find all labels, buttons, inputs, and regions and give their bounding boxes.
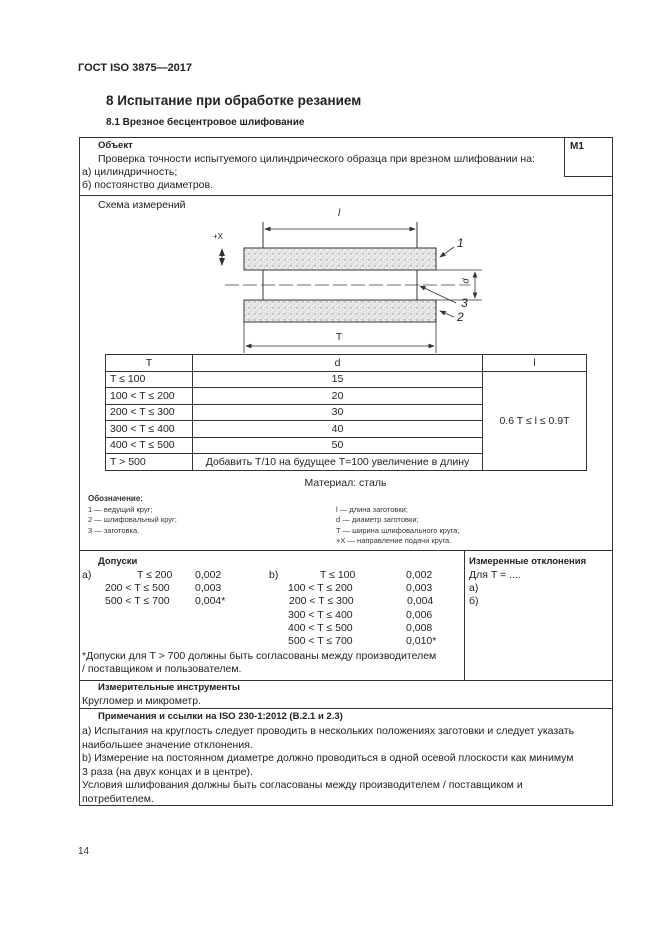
cell-d: 50 [193,437,483,454]
cell-T: 100 < T ≤ 200 [106,388,193,405]
legend-title: Обозначение: [88,494,143,503]
cell-d: 30 [193,404,483,421]
test-code: M1 [570,141,584,152]
label-feed-direction: +X [213,232,224,241]
cell-T: T > 500 [106,454,193,471]
tolerances-heading: Допуски [98,556,138,567]
tol-b-range: 500 < T ≤ 700 [288,635,353,647]
cell-T: T ≤ 100 [106,371,193,388]
tol-b-value: 0,006 [406,609,433,621]
divider-instruments [79,708,613,709]
legend-item: 1 — ведущий круг; [88,504,153,514]
tol-b-value: 0,004 [407,595,434,607]
measured-a: а) [469,582,479,594]
legend-item: d — диаметр заготовки; [336,515,419,524]
cell-d: 15 [193,371,483,388]
table-row [106,371,587,388]
tol-b-value: 0,008 [406,622,433,634]
header-l: l [483,355,587,372]
tol-b-value: 0,003 [406,582,433,594]
object-heading: Объект [98,140,133,151]
cell-T: 400 < T ≤ 500 [106,437,193,454]
material-note: Материал: сталь [304,477,387,489]
divider-scheme [79,550,613,551]
tol-b-range: T ≤ 100 [320,569,356,581]
legend-item: T — ширина шлифовального круга; [336,525,460,535]
notes-line: b) Измерение на постоянном диаметре должно проводиться в одной осевой плоскости как минимум [82,752,574,764]
label-l: l [338,208,341,219]
measured-for-T: Для T = .... [469,569,521,581]
label-1: 1 [457,236,464,250]
cell-T: 300 < T ≤ 400 [106,421,193,438]
notes-line: Условия шлифования должны быть согласованы между производителем / поставщиком и [82,779,523,791]
legend-item: +X — направление подачи круга. [336,536,452,545]
notes-line: потребителем. [82,792,154,805]
measured-heading: Измеренные отклонения [469,556,587,567]
tol-a-range: T ≤ 200 [137,569,173,581]
measurement-diagram [200,205,500,353]
cell-d: 20 [193,388,483,405]
dimensions-table [105,354,587,471]
cell-l-range: 0.6 T ≤ l ≤ 0.9T [483,371,587,470]
header-d: d [193,355,483,372]
document-code: ГОСТ ISO 3875—2017 [78,62,193,74]
tol-a-value: 0,004* [195,595,226,607]
tol-a-range: 200 < T ≤ 500 [105,582,170,594]
instruments-text: Кругломер и микрометр. [82,695,202,707]
notes-heading: Примечания и ссылки на ISO 230-1:2012 (B.2.1 и 2.3) [98,711,343,722]
object-item-a: а) цилиндричность; [82,166,178,178]
label-3: 3 [461,296,468,310]
tolerances-footnote-cont: / поставщиком и пользователем. [82,663,242,675]
tol-b-value: 0,010* [406,635,437,647]
test-code-box [564,137,613,177]
instruments-heading: Измерительные инструменты [98,682,241,693]
cell-d: 40 [193,421,483,438]
cell-d: Добавить T/10 на будущее T=100 увеличение в длину [193,454,483,471]
notes-line: 3 раза (на двух концах и в центре). [82,765,253,778]
tolerances-b-label: b) [269,569,279,581]
object-text: Проверка точности испытуемого цилиндрического образца при врезном шлифовании на: [98,153,535,165]
legend-item: 3 — заготовка. [88,525,140,535]
divider-object [79,195,613,196]
tol-a-value: 0,003 [195,582,222,594]
legend-right [336,505,459,547]
notes-line: наибольшее значение отклонения. [82,738,253,751]
legend-item: l — длина заготовки; [336,504,408,514]
tol-b-range: 200 < T ≤ 300 [289,595,354,607]
table-header-row [106,355,587,372]
page-number: 14 [78,846,90,857]
tol-b-range: 400 < T ≤ 500 [288,622,353,634]
tol-b-value: 0,002 [406,569,433,581]
divider-tolerances [79,680,613,681]
notes-line: а) Испытания на круглость следует проводить в нескольких положениях заготовки и следует указать [82,725,575,737]
label-T: T [336,332,343,343]
object-item-b: б) постоянство диаметров. [82,179,214,191]
divider-tolerances-vertical [464,550,465,680]
legend-item: 2 — шлифовальный круг; [88,515,177,524]
cell-T: 200 < T ≤ 300 [106,404,193,421]
tol-b-range: 100 < T ≤ 200 [288,582,353,594]
measured-b: б) [469,595,479,607]
tol-a-value: 0,002 [195,569,222,581]
tolerances-a-label: a) [82,569,92,581]
tolerances-footnote: *Допуски для T > 700 должны быть согласованы между производителем [82,650,437,662]
subsection-title: 8.1 Врезное бесцентровое шлифование [106,117,305,128]
label-2: 2 [457,310,464,324]
tol-a-range: 500 < T ≤ 700 [105,595,170,607]
section-title: 8 Испытание при обработке резанием [106,93,362,108]
scheme-title: Схема измерений [98,199,186,211]
legend [88,494,177,536]
tol-b-range: 300 < T ≤ 400 [288,609,353,621]
header-T: T [106,355,193,372]
label-d: d [460,278,471,284]
